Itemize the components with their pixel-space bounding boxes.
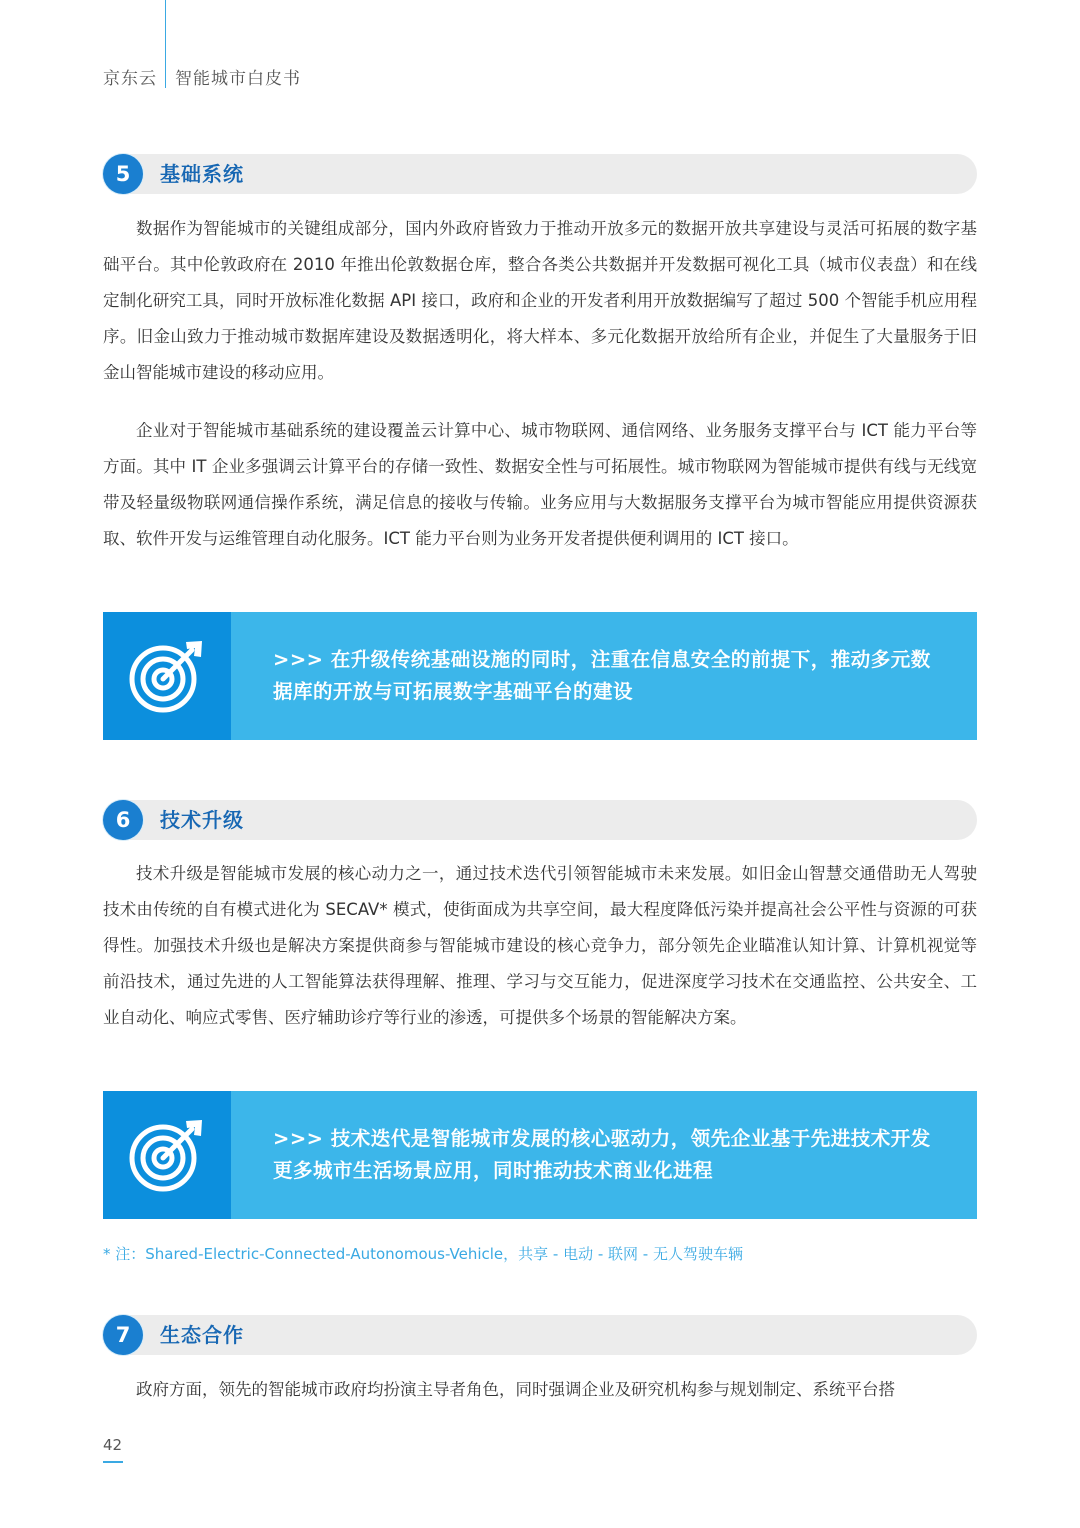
- section-6-callout: [103, 1091, 977, 1219]
- section-7-heading: [103, 1315, 977, 1355]
- section-6-heading: [103, 800, 977, 840]
- section-number-badge: 5: [103, 154, 143, 194]
- footnote: * 注：Shared-Electric-Connected-Autonomous-Vehicle，共享 - 电动 - 联网 - 无人驾驶车辆: [103, 1245, 743, 1263]
- section-title: 生态合作: [160, 1323, 244, 1347]
- section-heading-bar: [121, 800, 977, 840]
- page-header: [103, 64, 301, 89]
- header-title: 智能城市白皮书: [175, 69, 301, 89]
- section-7-paragraph-1: 政府方面，领先的智能城市政府均扮演主导者角色，同时强调企业及研究机构参与规划制定、系统平台搭: [136, 1380, 895, 1399]
- section-6-paragraph-1: 技术升级是智能城市发展的核心动力之一，通过技术迭代引领智能城市未来发展。如旧金山智慧交通借助无人驾驶技术由传统的自有模式进化为 SECAV* 模式，使街面成为共享空间，最大程度降低污染并提高社会公平性与资源的可获得性。加强技术升级也是解决方案提供商参与智能城市建设的核心竞争力，部分领先企业瞄准认知计算、计算机视觉等前沿技术，通过先进的人工智能算法获得理解、推理、学习与交互能力，促进深度学习技术在交通监控、公共安全、工业自动化、响应式零售、医疗辅助诊疗等行业的渗透，可提供多个场景的智能解决方案。: [103, 864, 977, 1027]
- section-5-paragraph-1: 数据作为智能城市的关键组成部分，国内外政府皆致力于推动开放多元的数据开放共享建设与灵活可拓展的数字基础平台。其中伦敦政府在 2010 年推出伦敦数据仓库，整合各类公共数据并开发数据可视化工具（城市仪表盘）和在线定制化研究工具，同时开放标准化数据 API 接口，政府和企业的开发者利用开放数据编写了超过 500 个智能手机应用程序。旧金山致力于推动城市数据库建设及数据透明化，将大样本、多元化数据开放给所有企业，并促生了大量服务于旧金山智能城市建设的移动应用。: [103, 219, 977, 382]
- callout-text: >>> 在升级传统基础设施的同时，注重在信息安全的前提下，推动多元数据库的开放与可拓展数字基础平台的建设: [231, 612, 977, 740]
- section-5-callout: [103, 612, 977, 740]
- section-title: 技术升级: [160, 808, 244, 832]
- section-5-heading: [103, 154, 977, 194]
- callout-icon-box: [103, 612, 231, 740]
- section-number-badge: 6: [103, 800, 143, 840]
- section-heading-bar: [121, 1315, 977, 1355]
- section-number-badge: 7: [103, 1315, 143, 1355]
- target-arrow-icon: [128, 637, 206, 715]
- callout-icon-box: [103, 1091, 231, 1219]
- target-arrow-icon: [128, 1116, 206, 1194]
- section-5-paragraph-2: 企业对于智能城市基础系统的建设覆盖云计算中心、城市物联网、通信网络、业务服务支撑平台与 ICT 能力平台等方面。其中 IT 企业多强调云计算平台的存储一致性、数据安全性与可拓展性。城市物联网为智能城市提供有线与无线宽带及轻量级物联网通信操作系统，满足信息的接收与传输。业务应用与大数据服务支撑平台为城市智能应用提供资源获取、软件开发与运维管理自动化服务。ICT 能力平台则为业务开发者提供便利调用的 ICT 接口。: [103, 421, 977, 548]
- header-brand: 京东云: [103, 69, 157, 89]
- page-number-underline: [103, 1461, 123, 1463]
- callout-text: >>> 技术迭代是智能城市发展的核心驱动力，领先企业基于先进技术开发更多城市生活场景应用，同时推动技术商业化进程: [231, 1091, 977, 1219]
- section-title: 基础系统: [160, 162, 244, 186]
- section-heading-bar: [121, 154, 977, 194]
- page-number: 42: [103, 1436, 123, 1454]
